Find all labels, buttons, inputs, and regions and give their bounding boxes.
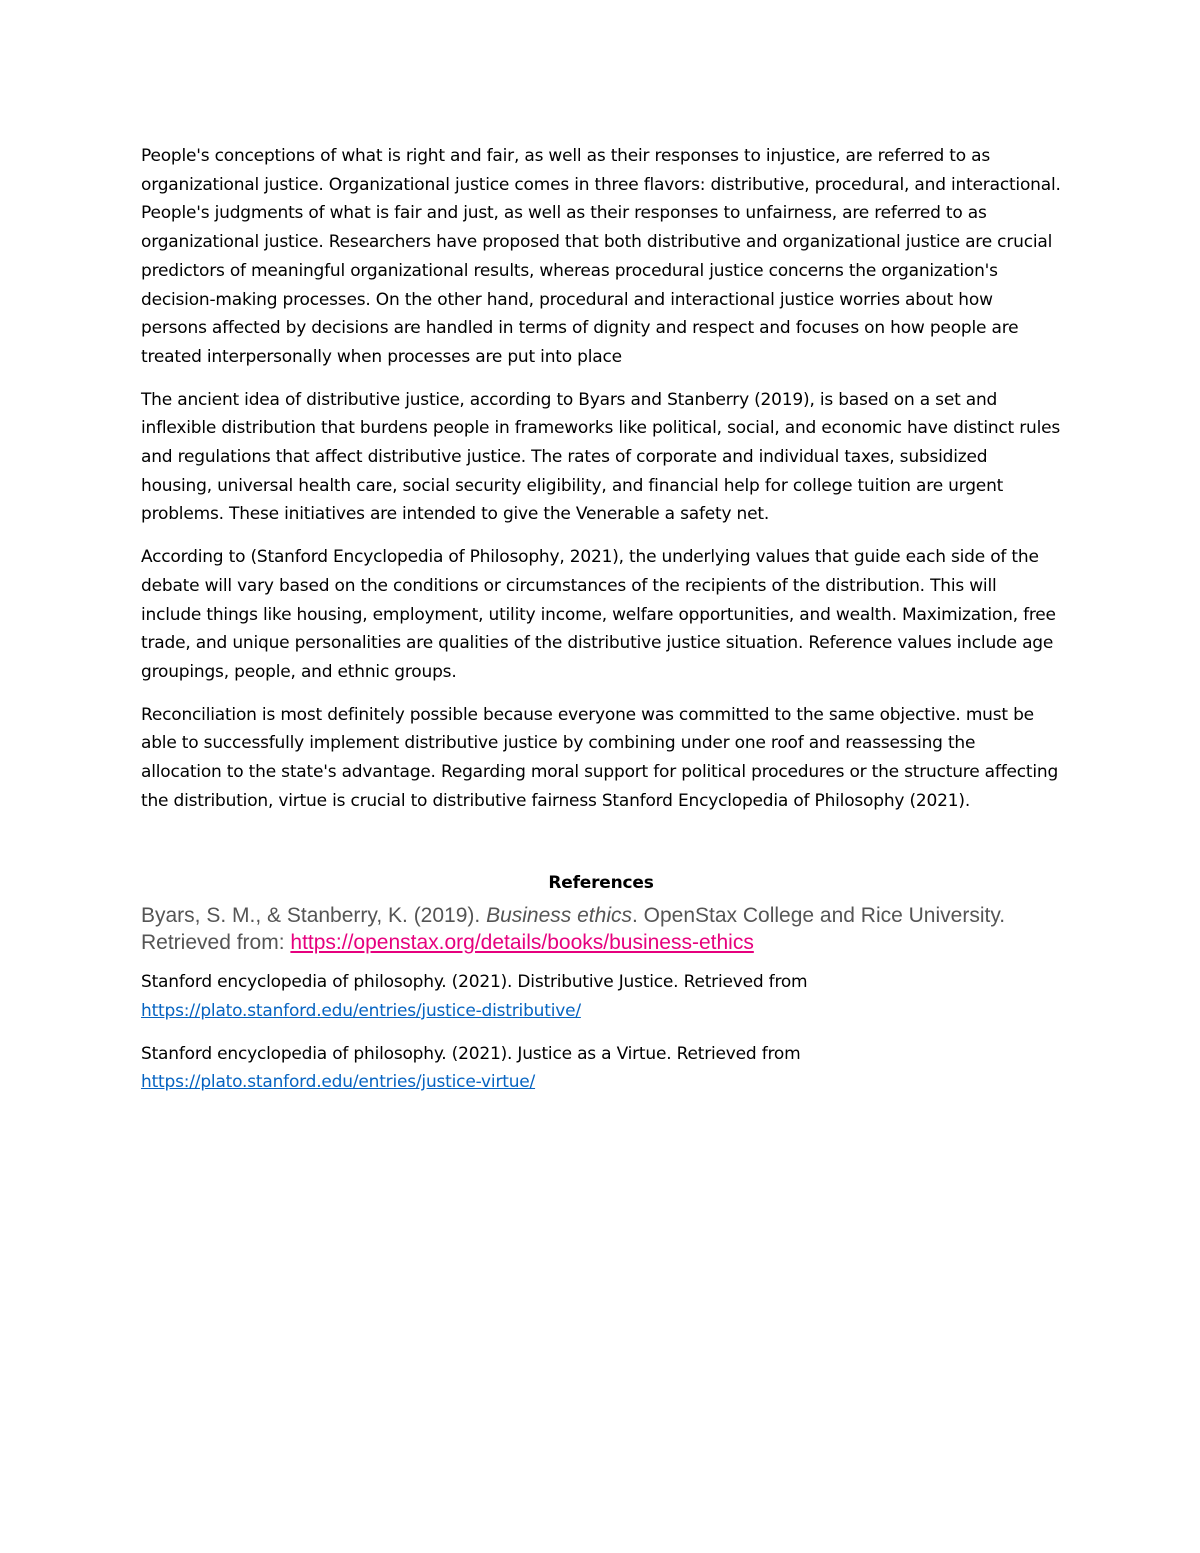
- reference-sep-distributive-link[interactable]: https://plato.stanford.edu/entries/justice-distributive/: [141, 1000, 581, 1021]
- reference-sep-virtue-link[interactable]: https://plato.stanford.edu/entries/justice-virtue/: [141, 1072, 536, 1093]
- reference-sep-distributive-text: Stanford encyclopedia of philosophy. (2021). Distributive Justice. Retrieved from: [141, 972, 808, 993]
- reference-byars-publisher: . OpenStax College and Rice University. Retrieved from:: [141, 904, 1006, 955]
- paragraph-underlying-values: According to (Stanford Encyclopedia of Philosophy, 2021), the underlying values that guide each side of the debate will vary based on the conditions or circumstances of the recipients of the distribution. This will include things like housing, employment, utility income, welfare opportunities, and wealth. Maximization, free trade, and unique personalities are qualities of the distributive justice situation. Reference values include age groupings, people, and ethnic groups.: [141, 547, 1056, 682]
- paragraph-reconciliation: Reconciliation is most definitely possible because everyone was committed to the same objective. must be able to successfully implement distributive justice by combining under one roof and reassessing the allocation to the state's advantage. Regarding moral support for political procedures or the structure affecting the distribution, virtue is crucial to distributive fairness Stanford Encyclopedia of Philosophy (2021).: [141, 704, 1059, 811]
- references-heading: References: [548, 873, 654, 894]
- reference-byars-title: Business ethics: [486, 904, 632, 928]
- document-body: [141, 142, 1061, 1111]
- reference-sep-virtue-text: Stanford encyclopedia of philosophy. (2021). Justice as a Virtue. Retrieved from: [141, 1043, 801, 1064]
- reference-sep-virtue: [141, 1040, 1061, 1097]
- paragraph-organizational-justice: People's conceptions of what is right and fair, as well as their responses to injustice, are referred to as organizational justice. Organizational justice comes in three flavors: distributive, procedural, and interactional. People's judgments of what is fair and just, as well as their responses to unfairness, are referred to as organizational justice. Researchers have proposed that both distributive and organizational justice are crucial predictors of meaningful organizational results, whereas procedural justice concerns the organization's decision-making processes. On the other hand, procedural and interactional justice worries about how persons affected by decisions are handled in terms of dignity and respect and focuses on how people are treated interpersonally when processes are put into place: [141, 146, 1061, 367]
- reference-byars: [141, 902, 1061, 956]
- reference-byars-link[interactable]: https://openstax.org/details/books/business-ethics: [290, 931, 754, 955]
- section-spacer: [141, 829, 1061, 869]
- reference-sep-distributive: [141, 968, 1061, 1025]
- paragraph-distributive-justice: The ancient idea of distributive justice, according to Byars and Stanberry (2019), is based on a set and inflexible distribution that burdens people in frameworks like political, social, and economic have distinct rules and regulations that affect distributive justice. The rates of corporate and individual taxes, subsidized housing, universal health care, social security eligibility, and financial help for college tuition are urgent problems. These initiatives are intended to give the Venerable a safety net.: [141, 389, 1061, 525]
- reference-byars-authors: Byars, S. M., & Stanberry, K. (2019).: [141, 904, 487, 928]
